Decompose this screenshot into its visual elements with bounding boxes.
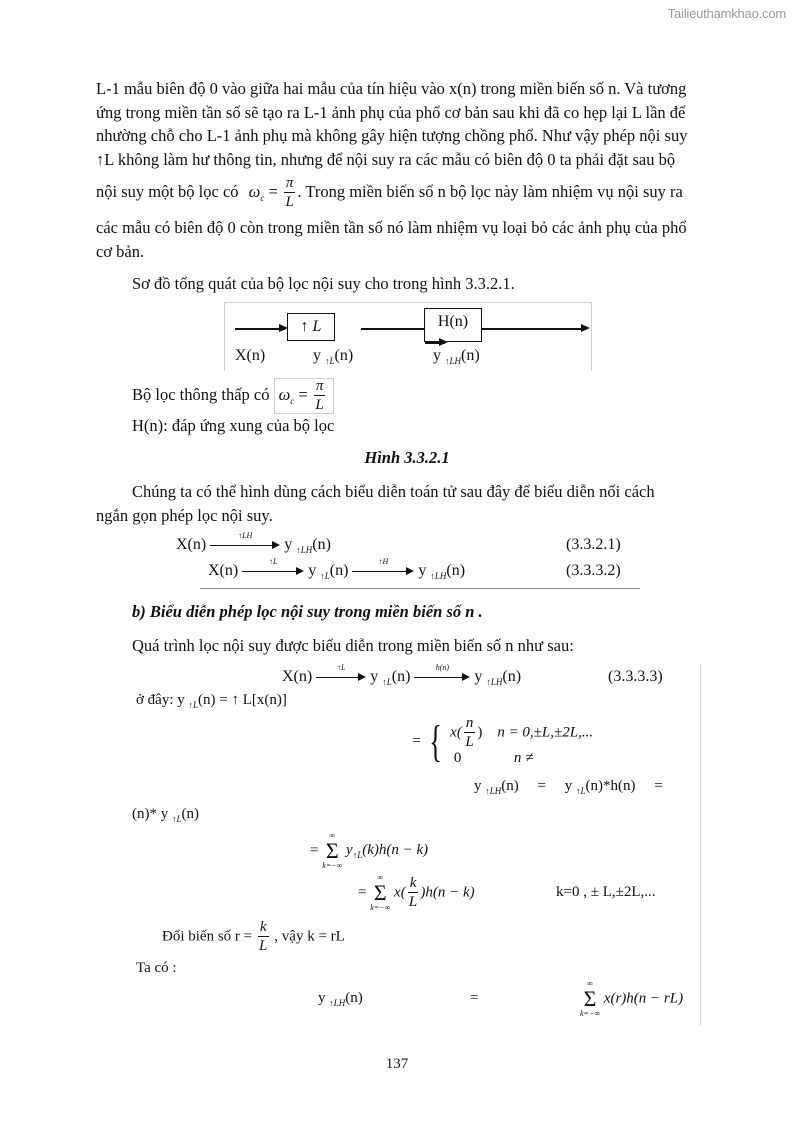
pi-over-l-fraction: $\frac{\pi}{L}$ <box>285 175 294 210</box>
y-out-label: y $_{↑LH}$(n) <box>433 347 480 366</box>
figure-caption: Hình 3.3.2.1 <box>364 448 450 467</box>
intro-line-1: L-1 mẫu biên độ 0 vào giữa hai mẫu của tín hiệu vào x(n) trong miền biến số n. Và tương <box>96 79 687 98</box>
final-equals: = <box>470 990 479 1006</box>
ta-co-label: Ta có : <box>136 960 177 976</box>
intro-line-7: cơ bản. <box>96 241 145 261</box>
input-label: X(n) <box>235 347 266 364</box>
intro-line-2: ứng trong miền tần số sẽ tạo ra L-1 ảnh phụ của phổ cơ bản sau khi đã co hẹp lại L lần để <box>96 102 686 122</box>
upsampler-block: ↑ L <box>287 313 335 341</box>
intro-line-5: nội suy một bộ lọc có $\omega_c$ = $\frac{\pi}{L}$ . Trong miền biến số n bộ lọc này làm nhiệm vụ nội suy ra <box>96 175 683 210</box>
equation-3-3-2-1: X(n) ↑LH y $_{↑LH}$(n) <box>176 531 331 555</box>
brace-icon: { <box>429 716 442 766</box>
final-sum: ∞ Σ k=−∞ x(r)h(n − rL) <box>580 979 684 1018</box>
intro-line-3: nhường chỗ cho L-1 ảnh phụ mà không gây hiện tượng chồng phổ. Như vậy phép nội suy <box>96 126 688 145</box>
intro-line-6: các mẫu có biên độ 0 còn trong miền tần số nó làm nhiệm vụ loại bỏ các ảnh phụ của phổ cơ bản. <box>96 216 718 263</box>
sum-expression-1: = ∞ Σ k=−∞ $y_{↑L}(k)h(n - k)$ <box>310 831 429 870</box>
watermark: Tailieuthamkhao.com <box>667 6 786 21</box>
arrow-icon: h(n) <box>414 669 470 685</box>
final-lhs: y $_{↑LH}$(n) <box>318 990 363 1008</box>
mid-line <box>361 328 424 330</box>
arrow-icon: ↑H <box>352 563 414 579</box>
block-diagram <box>224 302 592 371</box>
piecewise-definition: = { x( $\frac{n}{L}$ ) n = 0,±L,±2L,... 0 n ≠ <box>412 715 594 766</box>
omega-symbol: $\omega_c$ <box>248 181 265 203</box>
input-line <box>235 328 285 330</box>
arrow-icon: ↑LH <box>210 537 280 553</box>
sigma-icon: ∞ Σ k=−∞ <box>580 979 601 1018</box>
equation-3-3-3-2: X(n) ↑L y $_{↑L}$(n) ↑H y $_{↑LH}$(n) <box>208 557 466 581</box>
equation-number: (3.3.3.2) <box>566 562 621 579</box>
hn-description: H(n): đáp ứng xung của bộ lọc <box>132 416 335 435</box>
lowpass-line: Bộ lọc thông thấp có $\omega_c$ = $\frac{\pi}{L}$ <box>132 378 334 414</box>
intro-paragraph <box>96 77 718 171</box>
output-line <box>481 328 581 330</box>
equation-3-3-3-3: X(n) ↑L y $_{↑L}$(n) h(n) y $_{↑LH}$(n) <box>282 663 522 687</box>
equation-number: (3.3.2.1) <box>566 536 621 553</box>
sigma-icon: ∞ Σ k=−∞ <box>322 831 343 870</box>
arrow-head-icon <box>439 338 448 346</box>
output-arrow-icon <box>581 324 590 332</box>
schema-intro: Sơ đồ tổng quát của bộ lọc nội suy cho trong hình 3.3.2.1. <box>132 274 515 293</box>
equation-number: (3.3.3.3) <box>608 668 663 685</box>
change-variable: Đổi biến số r = $\frac{k}{L}$ , vậy k = rL <box>162 919 345 954</box>
sigma-icon: ∞ Σ k=−∞ <box>370 873 391 912</box>
sum-condition: k=0 , ± L,±2L,... <box>556 884 656 900</box>
convolution-continued: (n)* y $_{↑L}$(n) <box>132 806 200 824</box>
margin-line <box>700 664 701 1026</box>
page-number: 137 <box>385 1056 409 1072</box>
section-intro: Quá trình lọc nội suy được biểu diễn trong miền biến số n như sau: <box>132 636 574 655</box>
separator-line <box>200 588 640 589</box>
arrow-icon: ↑L <box>316 669 366 685</box>
y-up-label: y $_{↑L}$(n) <box>313 347 354 366</box>
where-definition: ở đây: y $_{↑L}$(n) = ↑ L[x(n)] <box>136 692 287 710</box>
section-heading: b) Biểu diễn phép lọc nội suy trong miền biến số n . <box>132 602 483 621</box>
filter-block: H(n) <box>424 308 482 342</box>
arrow-icon: ↑L <box>242 563 304 579</box>
cutoff-formula: $\omega_c$ = $\frac{\pi}{L}$ <box>274 378 335 414</box>
intro-line-4: ↑L không làm hư thông tin, nhưng để nội suy ra các mẫu có biên độ 0 ta phải đặt sau bộ <box>96 149 676 169</box>
operator-paragraph: Chúng ta có thể hình dùng cách biểu diễn toán tử sau đây để biểu diễn nối cách ngắn gọn phép lọc nội suy. <box>96 482 655 525</box>
convolution-line: y $_{↑LH}$(n) = y $_{↑L}$(n)*h(n) = <box>474 778 663 796</box>
sum-expression-2: = ∞ Σ k=−∞ x( $\frac{k}{L}$ )h(n − k) <box>358 873 475 912</box>
